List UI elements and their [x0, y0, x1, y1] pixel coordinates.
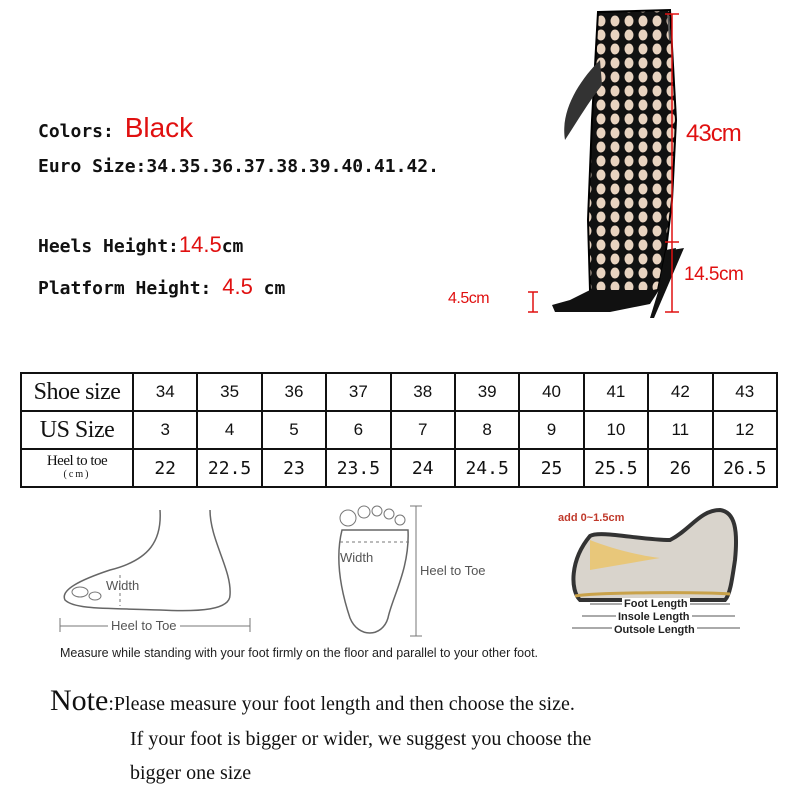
- shoe-size-cell: 40: [519, 373, 583, 411]
- shoe-size-cell: 43: [713, 373, 777, 411]
- us-size-cell: 11: [648, 411, 712, 449]
- heels-height-unit: cm: [221, 236, 244, 257]
- heel-height-label: 14.5cm: [684, 264, 744, 285]
- foot-length-label: Foot Length: [624, 598, 688, 610]
- shoe-size-cell: 36: [262, 373, 326, 411]
- heel-to-toe-header-text: Heel to toe: [46, 453, 108, 469]
- euro-size-line: [38, 156, 439, 177]
- platform-height-label-boot: 4.5cm: [448, 290, 490, 307]
- us-size-cell: 12: [713, 411, 777, 449]
- heel-to-toe-cell: 24: [391, 449, 455, 487]
- us-size-header: US Size: [21, 411, 133, 449]
- us-size-cell: 9: [519, 411, 583, 449]
- us-size-cell: 3: [133, 411, 197, 449]
- platform-dimension-line: [528, 292, 538, 312]
- top-heel-to-toe-label: Heel to Toe: [420, 563, 486, 578]
- outsole-length-label: Outsole Length: [614, 624, 695, 636]
- shoe-size-cell: 38: [391, 373, 455, 411]
- heel-to-toe-cell: 26.5: [713, 449, 777, 487]
- side-width-label: Width: [106, 578, 140, 593]
- heel-to-toe-cell: 26: [648, 449, 712, 487]
- shaft-height-label: 43cm: [686, 120, 741, 147]
- shoe-size-cell: 41: [584, 373, 648, 411]
- note-line-1: [50, 684, 575, 718]
- us-size-cell: 5: [262, 411, 326, 449]
- size-chart-table: [20, 372, 778, 488]
- heel-to-toe-header: [21, 449, 133, 487]
- heel-to-toe-cell: 24.5: [455, 449, 519, 487]
- heels-height-value: 14.5: [178, 232, 222, 257]
- note-label: Note: [50, 684, 109, 717]
- platform-height-unit: cm: [263, 278, 286, 299]
- measure-caption: Measure while standing with your foot firmly on the floor and parallel to your other foot.: [60, 646, 539, 660]
- shoe-size-cell: 42: [648, 373, 712, 411]
- heel-to-toe-cell: 22: [133, 449, 197, 487]
- shoe-size-header: Shoe size: [21, 373, 133, 411]
- us-size-cell: 4: [197, 411, 261, 449]
- heel-to-toe-cell: 25: [519, 449, 583, 487]
- top-foot-diagram: [320, 498, 430, 644]
- shoe-size-cell: 34: [133, 373, 197, 411]
- colors-line: [38, 112, 193, 144]
- us-size-cell: 7: [391, 411, 455, 449]
- shoe-size-cell: 37: [326, 373, 390, 411]
- note-text-2: If your foot is bigger or wider, we suggest you choose the: [130, 728, 592, 750]
- heel-to-toe-cell: 22.5: [197, 449, 261, 487]
- us-size-cell: 6: [326, 411, 390, 449]
- heel-to-toe-cell: 23: [262, 449, 326, 487]
- euro-size-value: 34.35.36.37.38.39.40.41.42.: [146, 156, 439, 177]
- top-width-label: Width: [340, 550, 374, 565]
- platform-height-line: [38, 274, 285, 300]
- heel-to-toe-unit: (cm): [63, 469, 91, 480]
- boot-shaft: [588, 10, 676, 300]
- heel-to-toe-cell: 25.5: [584, 449, 648, 487]
- heel-to-toe-row: [21, 449, 777, 487]
- heels-height-line: [38, 232, 243, 258]
- us-size-row: [21, 411, 777, 449]
- heel-to-toe-cell: 23.5: [326, 449, 390, 487]
- shoe-size-row: [21, 373, 777, 411]
- shoe-size-cell: 35: [197, 373, 261, 411]
- euro-size-label: Euro Size:: [38, 156, 147, 177]
- add-allowance-label: add 0~1.5cm: [558, 512, 625, 524]
- note-colon: :: [108, 693, 114, 715]
- note-text-3: bigger one size: [130, 762, 252, 784]
- note-text-1: Please measure your foot length and then choose the size.: [113, 693, 575, 715]
- boot-illustration: [440, 0, 800, 340]
- platform-height-label: Platform Height:: [38, 278, 212, 299]
- colors-label: Colors:: [38, 121, 114, 142]
- shoe-size-cell: 39: [455, 373, 519, 411]
- heels-height-label: Heels Height:: [38, 236, 179, 257]
- us-size-cell: 10: [584, 411, 648, 449]
- us-size-cell: 8: [455, 411, 519, 449]
- colors-value: Black: [124, 112, 194, 143]
- platform-height-value: 4.5: [222, 274, 253, 299]
- insole-length-label: Insole Length: [618, 611, 690, 623]
- side-heel-to-toe-label: Heel to Toe: [108, 618, 180, 633]
